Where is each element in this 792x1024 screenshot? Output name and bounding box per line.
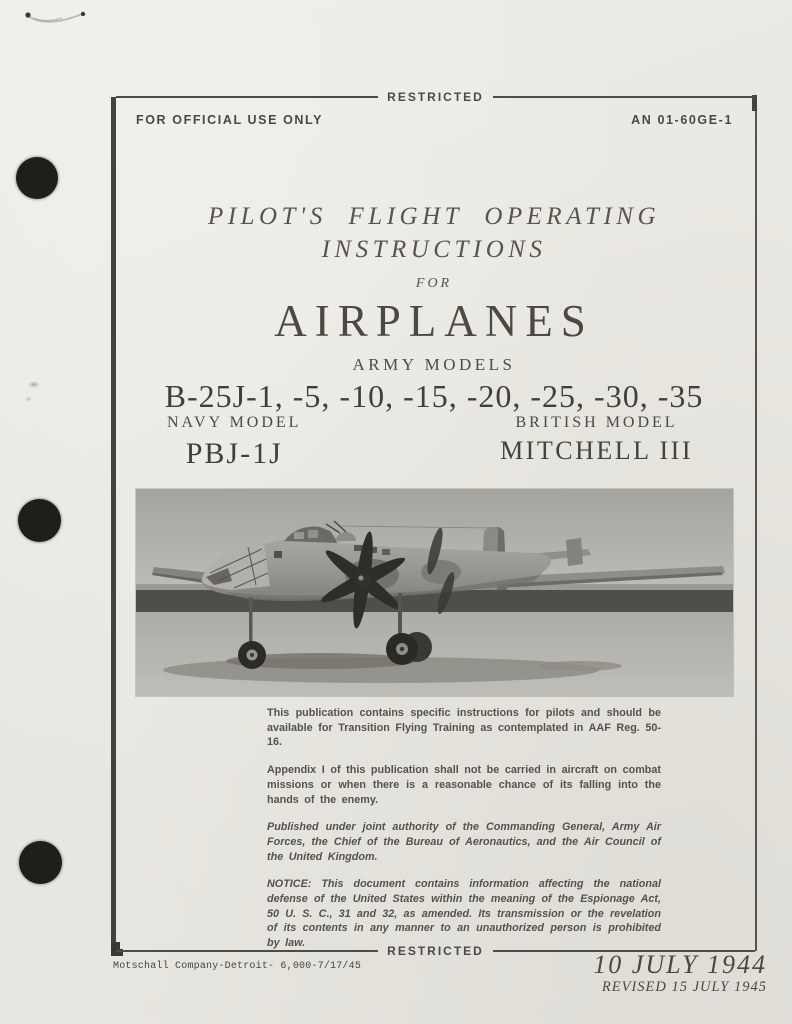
title-line-1: PILOT'S FLIGHT OPERATING — [207, 203, 661, 230]
publication-date: 10 JULY 1944 — [593, 950, 767, 979]
title-connector: FOR — [415, 276, 453, 291]
title-line-2: INSTRUCTIONS — [321, 236, 547, 263]
printer-imprint: Motschall Company-Detroit- 6,000-7/17/45 — [113, 961, 362, 972]
official-use-label: FOR OFFICIAL USE ONLY — [136, 113, 324, 127]
header-row — [111, 113, 757, 127]
restricted-banner-top — [116, 89, 755, 105]
navy-model-label: NAVY MODEL — [167, 414, 302, 431]
revision-date: REVISED 15 JULY 1945 — [601, 979, 767, 995]
rule-line — [493, 96, 755, 98]
date-block — [593, 951, 767, 996]
army-models-label: ARMY MODELS — [352, 355, 516, 374]
rule-line — [116, 96, 378, 98]
notice-appendix: Appendix I of this publication shall not be carried in aircraft on combat missions or when there is a reasonable chance of its falling into the hands of the enemy. — [267, 764, 661, 806]
army-models-list: B-25J-1, -5, -10, -15, -20, -25, -30, -35 — [164, 378, 704, 414]
notice-authority: Published under joint authority of the Commanding General, Army Air Forces, the Chief of the Bureau of Aeronautics, and the Air Council of the United Kingdom. — [267, 821, 661, 863]
notice-paragraphs — [267, 706, 661, 964]
notice-espionage-act: NOTICE: This document contains information affecting the national defense of the United States within the meaning of the Espionage Act, 50 U. S. C., 31 and 32, as amended. Its transmission or the revelation of its contents in any manner to an unauthorized person is prohibited by law. — [267, 878, 661, 950]
restricted-label: RESTRICTED — [387, 944, 484, 958]
british-model-column — [500, 414, 693, 471]
navy-model-column — [167, 414, 301, 471]
notice-transition-training: This publication contains specific instructions for pilots and should be available for Transition Flying Training as contemplated in AAF Reg. 50-16. — [267, 707, 661, 749]
pencil-smudge — [25, 396, 32, 402]
hole-punch — [18, 499, 61, 542]
title-block — [111, 204, 757, 415]
hole-punch — [16, 157, 58, 199]
models-row — [111, 414, 757, 471]
pencil-smudge — [28, 381, 40, 388]
british-model-label: BRITISH MODEL — [515, 414, 678, 431]
airplane-photo — [136, 489, 733, 696]
b25-airplane-illustration — [136, 489, 733, 696]
title-subject: AIRPLANES — [274, 296, 594, 346]
british-model-value: MITCHELL III — [500, 436, 693, 465]
staple-mark — [22, 6, 90, 30]
hole-punch — [19, 841, 62, 884]
doc-number: AN 01-60GE-1 — [631, 113, 733, 127]
restricted-label: RESTRICTED — [387, 90, 484, 104]
navy-model-value: PBJ-1J — [185, 437, 283, 470]
